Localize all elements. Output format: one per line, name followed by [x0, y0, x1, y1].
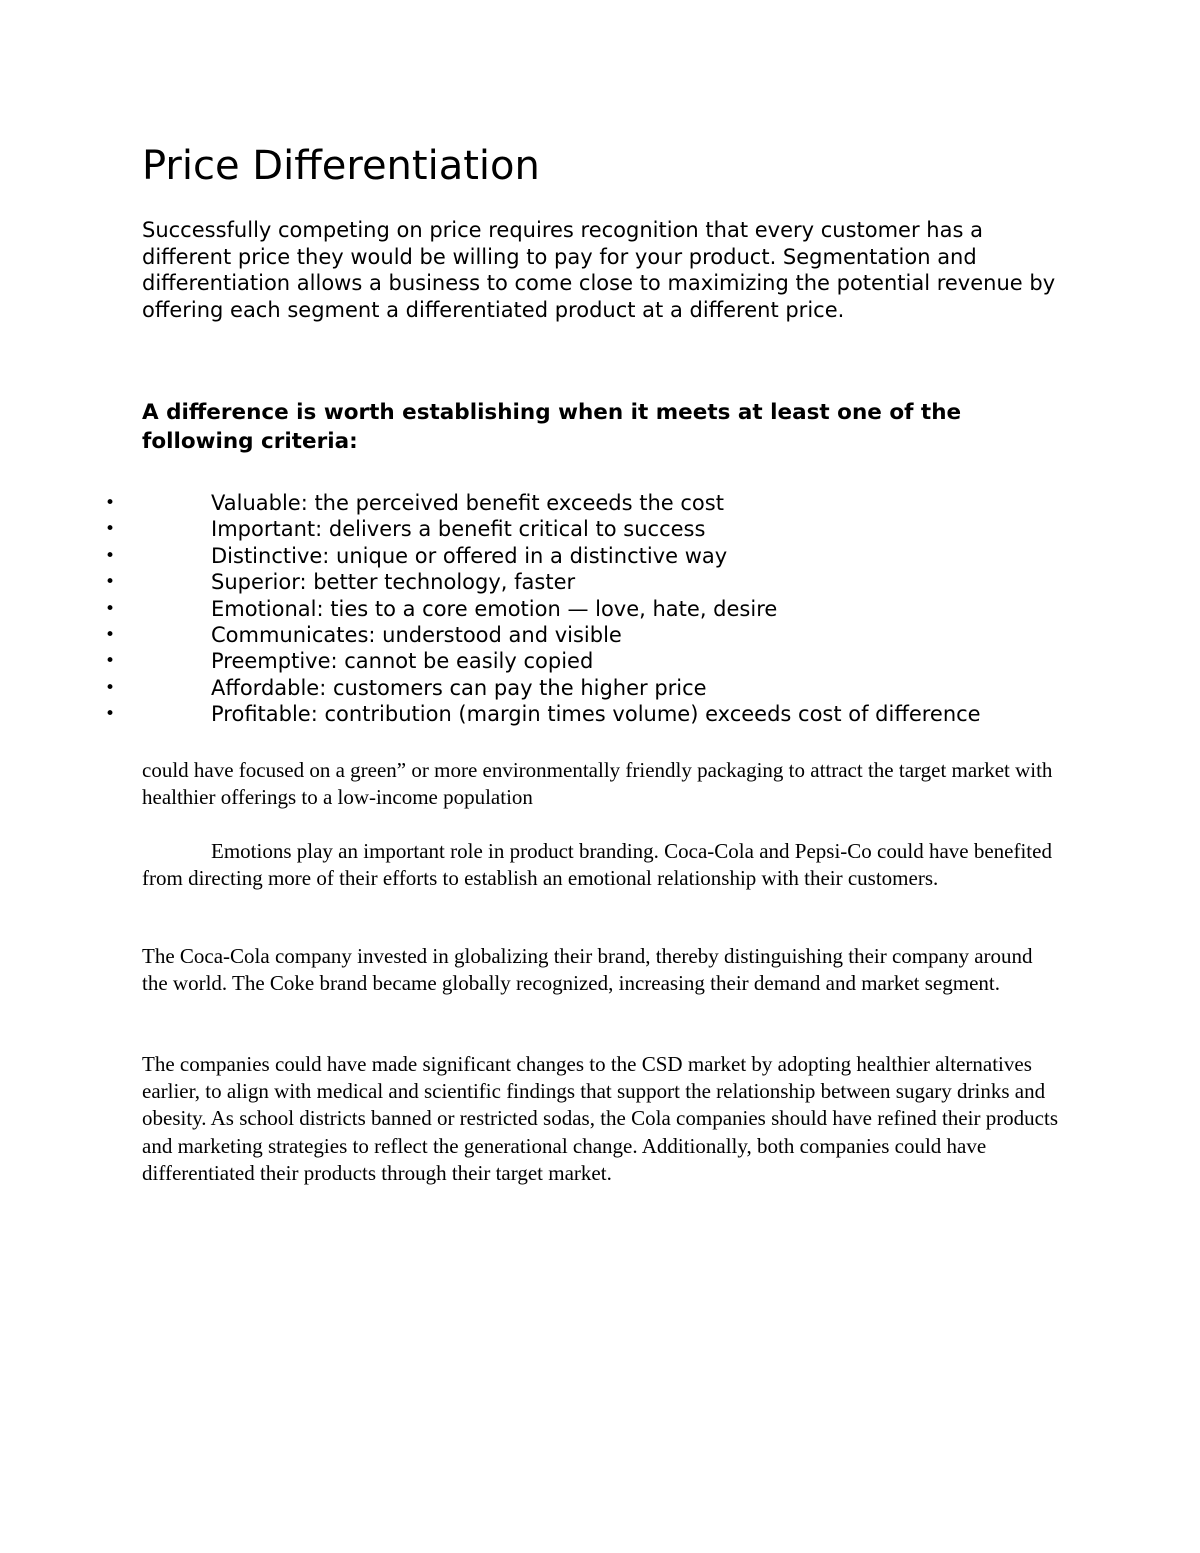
- list-item: [0, 648, 1200, 674]
- criteria-item-superior: Superior: better technology, faster: [211, 570, 576, 595]
- bullet-icon: •: [105, 598, 116, 619]
- bullet-icon: •: [105, 519, 116, 540]
- list-item: [0, 675, 1200, 701]
- bullet-icon: •: [105, 572, 116, 593]
- body-paragraph-packaging: could have focused on a green” or more environmentally friendly packaging to attract the target market with healthier offerings to a low-income population: [142, 758, 1053, 810]
- bullet-icon: •: [105, 677, 116, 698]
- page-title: Price Differentiation: [142, 143, 540, 189]
- body-paragraph-csd-market: The companies could have made significant changes to the CSD market by adopting healthier alternatives earlier, to align with medical and scientific findings that support the relationship between sugary drinks and obesity. As school districts banned or restricted sodas, the Cola companies should have refined their products and marketing strategies to reflect the generational change. Additionally, both companies could have differentiated their products through their target market.: [142, 1052, 1059, 1185]
- criteria-item-valuable: Valuable: the perceived benefit exceeds the cost: [211, 491, 724, 515]
- list-item: [0, 516, 1200, 542]
- bullet-icon: •: [105, 624, 116, 645]
- criteria-item-preemptive: Preemptive: cannot be easily copied: [211, 649, 594, 674]
- criteria-item-affordable: Affordable: customers can pay the higher price: [211, 675, 707, 700]
- criteria-heading: A difference is worth establishing when it meets at least one of the following criteria:: [142, 400, 962, 454]
- criteria-item-profitable: Profitable: contribution (margin times volume) exceeds cost of difference: [211, 702, 981, 727]
- bullet-icon: •: [105, 545, 116, 566]
- criteria-list: [0, 490, 1200, 728]
- bullet-icon: •: [105, 651, 116, 672]
- list-item: [0, 596, 1200, 622]
- list-item: [0, 701, 1200, 727]
- intro-paragraph: Successfully competing on price requires recognition that every customer has a different price they would be willing to pay for your product. Segmentation and differentiation allows a business to come close to maximizing the potential revenue by offering each segment a differentiated product at a different price.: [142, 218, 1056, 322]
- list-item: [0, 543, 1200, 569]
- list-item: [0, 622, 1200, 648]
- list-item: [0, 569, 1200, 595]
- criteria-item-emotional: Emotional: ties to a core emotion — love, hate, desire: [211, 596, 778, 621]
- criteria-item-communicates: Communicates: understood and visible: [211, 622, 622, 647]
- list-item: [0, 490, 1200, 516]
- body-paragraph-emotions: Emotions play an important role in product branding. Coca-Cola and Pepsi-Co could have benefited from directing more of their efforts to establish an emotional relationship with their customers.: [142, 839, 1052, 891]
- criteria-item-distinctive: Distinctive: unique or offered in a distinctive way: [211, 543, 728, 568]
- body-paragraph-globalization: The Coca-Cola company invested in globalizing their brand, thereby distinguishing their company around the world. The Coke brand became globally recognized, increasing their demand and market segment.: [142, 944, 1033, 996]
- criteria-item-important: Important: delivers a benefit critical to success: [211, 517, 706, 542]
- bullet-icon: •: [105, 493, 116, 513]
- bullet-icon: •: [105, 704, 116, 725]
